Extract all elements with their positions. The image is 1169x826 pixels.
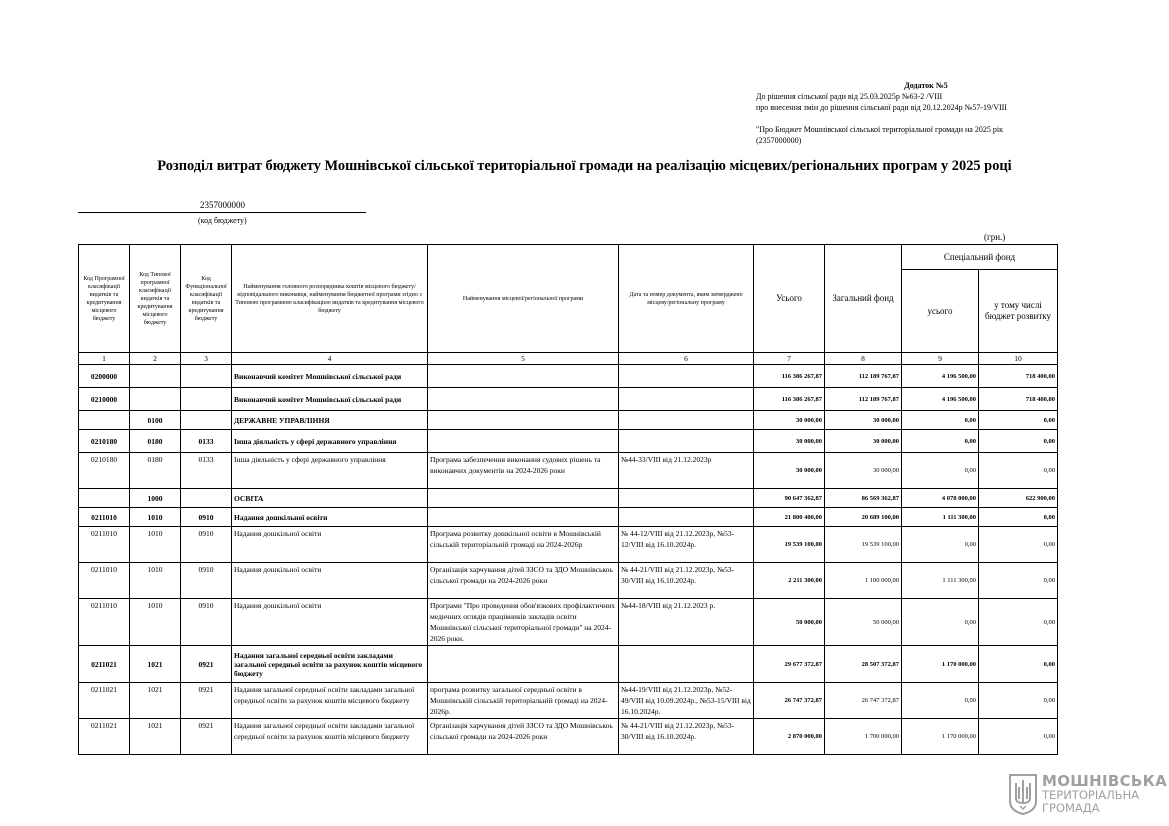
cell-program-name: Програми "Про проведення обов'язкових профілактичних медичних оглядів працівників закладів освіти Мошнівської сільської територіальної громади" на 2024-2026 роки. xyxy=(428,599,619,646)
header-special-total: усього xyxy=(902,270,979,353)
annex-line-budget-code: (2357000000) xyxy=(756,136,802,145)
cell-special-fund: 1 111 300,00 xyxy=(902,563,979,599)
cell-special-fund: 0,00 xyxy=(902,411,979,430)
column-number: 2 xyxy=(130,353,181,365)
cell-document xyxy=(619,388,754,411)
cell-program-code: 0211021 xyxy=(79,719,130,755)
cell-program-code: 0211010 xyxy=(79,599,130,646)
logo-line-2: ТЕРИТОРІАЛЬНА xyxy=(1042,788,1140,802)
table-row xyxy=(79,527,1058,563)
logo-text xyxy=(1042,773,1167,815)
cell-program-name xyxy=(428,388,619,411)
cell-special-fund: 4 196 500,00 xyxy=(902,365,979,388)
cell-manager-name: Надання дошкільної освіти xyxy=(232,599,428,646)
cell-document: № 44-12/VIII від 21.12.2023р, №53-12/VIII від 16.10.2024р. xyxy=(619,527,754,563)
cell-program-name: програма розвитку загальної середньої освіти в Мошнівській сільській територіальній громаді на 2024-2026р. xyxy=(428,683,619,719)
cell-general-fund: 20 689 100,00 xyxy=(825,508,902,527)
header-development-budget: у тому числі бюджет розвитку xyxy=(979,270,1058,353)
cell-functional-code xyxy=(181,489,232,508)
cell-program-code: 0211010 xyxy=(79,563,130,599)
cell-development-budget: 0,00 xyxy=(979,719,1058,755)
cell-total: 116 386 267,87 xyxy=(754,388,825,411)
annex-line-budget-title: "Про Бюджет Мошнівської сільської територіальної громади на 2025 рік xyxy=(756,125,1003,134)
cell-program-code: 0211021 xyxy=(79,646,130,683)
cell-manager-name: Надання загальної середньої освіти закладами загальної середньої освіти за рахунок коштів місцевого бюджету xyxy=(232,683,428,719)
column-number: 3 xyxy=(181,353,232,365)
cell-development-budget: 0,00 xyxy=(979,411,1058,430)
header-total: Усього xyxy=(754,245,825,353)
logo-line-3: ГРОМАДА xyxy=(1042,801,1100,815)
cell-manager-name: Надання загальної середньої освіти закладами загальної середньої освіти за рахунок коштів місцевого бюджету xyxy=(232,646,428,683)
cell-special-fund: 4 078 000,00 xyxy=(902,489,979,508)
cell-development-budget: 0,00 xyxy=(979,563,1058,599)
cell-typical-code xyxy=(130,388,181,411)
trident-coat-of-arms-icon xyxy=(1008,773,1038,815)
cell-document: №44-18/VIII від 21.12.2023 р. xyxy=(619,599,754,646)
cell-typical-code: 1010 xyxy=(130,599,181,646)
cell-general-fund: 112 189 767,87 xyxy=(825,388,902,411)
budget-code-caption: (код бюджету) xyxy=(198,216,247,225)
cell-manager-name: Виконавчий комітет Мошнівської сільської ради xyxy=(232,388,428,411)
logo-line-1: МОШНІВСЬКА xyxy=(1042,772,1168,790)
table-row xyxy=(79,563,1058,599)
cell-development-budget: 0,00 xyxy=(979,599,1058,646)
column-number: 5 xyxy=(428,353,619,365)
cell-general-fund: 112 189 767,87 xyxy=(825,365,902,388)
cell-general-fund: 86 569 362,87 xyxy=(825,489,902,508)
cell-total: 50 000,00 xyxy=(754,599,825,646)
cell-document xyxy=(619,430,754,453)
cell-functional-code: 0910 xyxy=(181,508,232,527)
cell-special-fund: 0,00 xyxy=(902,683,979,719)
cell-general-fund: 28 507 372,87 xyxy=(825,646,902,683)
cell-total: 30 000,00 xyxy=(754,430,825,453)
cell-total: 2 870 000,00 xyxy=(754,719,825,755)
cell-document: № 44-21/VIII від 21.12.2023р, №53-30/VIII від 16.10.2024р. xyxy=(619,719,754,755)
cell-typical-code: 1000 xyxy=(130,489,181,508)
table-row xyxy=(79,453,1058,489)
cell-program-code: 0211021 xyxy=(79,683,130,719)
cell-functional-code: 0910 xyxy=(181,563,232,599)
table-body xyxy=(79,365,1058,755)
table-row xyxy=(79,508,1058,527)
cell-functional-code: 0921 xyxy=(181,683,232,719)
cell-manager-name: ДЕРЖАВНЕ УПРАВЛІННЯ xyxy=(232,411,428,430)
table-row xyxy=(79,683,1058,719)
cell-functional-code: 0910 xyxy=(181,527,232,563)
cell-development-budget: 0,00 xyxy=(979,683,1058,719)
cell-typical-code: 1021 xyxy=(130,646,181,683)
cell-total: 29 677 372,87 xyxy=(754,646,825,683)
column-number: 6 xyxy=(619,353,754,365)
cell-development-budget: 0,00 xyxy=(979,527,1058,563)
cell-total: 2 211 300,00 xyxy=(754,563,825,599)
cell-typical-code: 0180 xyxy=(130,453,181,489)
column-number: 7 xyxy=(754,353,825,365)
cell-special-fund: 0,00 xyxy=(902,430,979,453)
cell-typical-code: 1021 xyxy=(130,719,181,755)
cell-document: № 44-21/VIII від 21.12.2023р, №53-30/VIII від 16.10.2024р. xyxy=(619,563,754,599)
cell-program-name: Програма розвитку дошкільної освіти в Мошнівській сільській територіальній громаді на 2024-2026р xyxy=(428,527,619,563)
cell-document xyxy=(619,489,754,508)
cell-program-name xyxy=(428,508,619,527)
cell-general-fund: 30 000,00 xyxy=(825,411,902,430)
table-row xyxy=(79,599,1058,646)
cell-functional-code xyxy=(181,365,232,388)
community-logo xyxy=(1008,772,1168,815)
cell-program-name: Організація харчування дітей ЗЗСО та ЗДО Мошнівськоь сільської громади на 2024-2026 роки xyxy=(428,563,619,599)
table-row xyxy=(79,388,1058,411)
cell-functional-code xyxy=(181,411,232,430)
cell-program-code xyxy=(79,411,130,430)
document-title: Розподіл витрат бюджету Мошнівської сільської територіальної громади на реалізацію місцевих/регіональних програм у 2025 році xyxy=(157,158,1012,174)
column-number: 9 xyxy=(902,353,979,365)
program-expenditure-table xyxy=(78,244,1058,755)
currency-unit: (грн.) xyxy=(984,232,1006,242)
cell-document xyxy=(619,411,754,430)
table-row xyxy=(79,646,1058,683)
cell-special-fund: 1 170 000,00 xyxy=(902,719,979,755)
header-special-fund: Спеціальний фонд xyxy=(902,245,1058,270)
cell-manager-name: Надання дошкільної освіти xyxy=(232,527,428,563)
cell-general-fund: 30 000,00 xyxy=(825,430,902,453)
header-functional-code: Код Функціональної класифікації видатків та кредитування бюджету xyxy=(181,245,232,353)
cell-typical-code: 0100 xyxy=(130,411,181,430)
cell-total: 116 386 267,87 xyxy=(754,365,825,388)
cell-typical-code: 1010 xyxy=(130,508,181,527)
cell-functional-code: 0133 xyxy=(181,453,232,489)
cell-functional-code: 0910 xyxy=(181,599,232,646)
cell-manager-name: Інша діяльність у сфері державного управління xyxy=(232,430,428,453)
cell-program-name xyxy=(428,430,619,453)
cell-document: №44-33/VIII від 21.12.2023р xyxy=(619,453,754,489)
budget-code-underline xyxy=(78,212,366,213)
header-general-fund: Загальний фонд xyxy=(825,245,902,353)
cell-general-fund: 26 747 372,87 xyxy=(825,683,902,719)
cell-program-name: Програма забезпечення виконання судових рішень та виконавчих документів на 2024-2026 роки xyxy=(428,453,619,489)
cell-document: №44-19/VIII від 21.12.2023р, №52-49/VIII від 10.09.2024р., №53-15/VIII від 16.10.2024р. xyxy=(619,683,754,719)
cell-document xyxy=(619,508,754,527)
header-document: Дата та номер документа, яким затверджено місцеву/регіональну програму xyxy=(619,245,754,353)
cell-development-budget: 0,00 xyxy=(979,430,1058,453)
table-row xyxy=(79,365,1058,388)
cell-functional-code: 0921 xyxy=(181,719,232,755)
cell-general-fund: 30 000,00 xyxy=(825,453,902,489)
cell-program-code: 0210000 xyxy=(79,388,130,411)
cell-program-name xyxy=(428,365,619,388)
cell-development-budget: 0,00 xyxy=(979,508,1058,527)
column-number: 8 xyxy=(825,353,902,365)
cell-program-code: 0211010 xyxy=(79,508,130,527)
cell-total: 30 000,00 xyxy=(754,453,825,489)
cell-program-name xyxy=(428,646,619,683)
cell-document xyxy=(619,646,754,683)
header-program-code: Код Програмної класифікації видатків та кредитування місцевого бюджету xyxy=(79,245,130,353)
header-program-name: Найменування місцевої/регіональної програми xyxy=(428,245,619,353)
column-number: 10 xyxy=(979,353,1058,365)
cell-typical-code: 1010 xyxy=(130,563,181,599)
cell-program-code: 0211010 xyxy=(79,527,130,563)
cell-total: 19 539 100,00 xyxy=(754,527,825,563)
cell-functional-code: 0133 xyxy=(181,430,232,453)
cell-total: 21 800 400,00 xyxy=(754,508,825,527)
table-row xyxy=(79,411,1058,430)
cell-special-fund: 1 111 300,00 xyxy=(902,508,979,527)
header-manager-name: Найменування головного розпорядника коштів місцевого бюджету/ відповідального виконавця, найменування бюджетної програми згідно з Типовою програмною класифікацією видатків та кредитування місцевого бюджету xyxy=(232,245,428,353)
cell-development-budget: 622 900,00 xyxy=(979,489,1058,508)
cell-general-fund: 50 000,00 xyxy=(825,599,902,646)
cell-special-fund: 1 170 000,00 xyxy=(902,646,979,683)
annex-line-decision: До рішення сільської ради від 25.03.2025р №63-2 /VIII xyxy=(756,92,943,101)
annex-title: Додаток №5 xyxy=(904,81,948,90)
cell-functional-code: 0921 xyxy=(181,646,232,683)
table-row xyxy=(79,430,1058,453)
cell-manager-name: Надання загальної середньої освіти закладами загальної середньої освіти за рахунок коштів місцевого бюджету xyxy=(232,719,428,755)
cell-special-fund: 0,00 xyxy=(902,599,979,646)
cell-general-fund: 19 539 100,00 xyxy=(825,527,902,563)
annex-line-amendment: про внесення змін до рішення сільської ради від 20.12.2024р №57-19/VIII xyxy=(756,103,1007,112)
cell-manager-name: Інша діяльність у сфері державного управління xyxy=(232,453,428,489)
cell-development-budget: 0,00 xyxy=(979,453,1058,489)
cell-manager-name: Виконавчий комітет Мошнівської сільської ради xyxy=(232,365,428,388)
budget-code: 2357000000 xyxy=(200,200,245,210)
cell-typical-code xyxy=(130,365,181,388)
annex-header xyxy=(756,80,1086,146)
cell-manager-name: Надання дошкільної освіти xyxy=(232,508,428,527)
column-number: 4 xyxy=(232,353,428,365)
cell-program-name: Організація харчування дітей ЗЗСО та ЗДО Мошнівськоь сільської громади на 2024-2026 роки xyxy=(428,719,619,755)
cell-total: 90 647 362,87 xyxy=(754,489,825,508)
cell-typical-code: 0180 xyxy=(130,430,181,453)
cell-development-budget: 0,00 xyxy=(979,646,1058,683)
cell-total: 26 747 372,87 xyxy=(754,683,825,719)
cell-special-fund: 0,00 xyxy=(902,527,979,563)
cell-program-code: 0210180 xyxy=(79,430,130,453)
cell-program-code: 0200000 xyxy=(79,365,130,388)
cell-program-code xyxy=(79,489,130,508)
column-number: 1 xyxy=(79,353,130,365)
cell-typical-code: 1010 xyxy=(130,527,181,563)
cell-general-fund: 1 100 000,00 xyxy=(825,563,902,599)
table-row xyxy=(79,489,1058,508)
table-row xyxy=(79,719,1058,755)
cell-manager-name: Надання дошкільної освіти xyxy=(232,563,428,599)
column-numbers-row xyxy=(79,353,1058,365)
cell-development-budget: 718 400,00 xyxy=(979,388,1058,411)
cell-general-fund: 1 700 000,00 xyxy=(825,719,902,755)
cell-special-fund: 4 196 500,00 xyxy=(902,388,979,411)
cell-development-budget: 718 400,00 xyxy=(979,365,1058,388)
cell-special-fund: 0,00 xyxy=(902,453,979,489)
cell-program-name xyxy=(428,411,619,430)
cell-document xyxy=(619,365,754,388)
cell-functional-code xyxy=(181,388,232,411)
cell-total: 30 000,00 xyxy=(754,411,825,430)
cell-program-code: 0210180 xyxy=(79,453,130,489)
cell-manager-name: ОСВІТА xyxy=(232,489,428,508)
header-typical-code: Код Типової програмної класифікації видатків та кредитування місцевого бюджету xyxy=(130,245,181,353)
cell-program-name xyxy=(428,489,619,508)
cell-typical-code: 1021 xyxy=(130,683,181,719)
